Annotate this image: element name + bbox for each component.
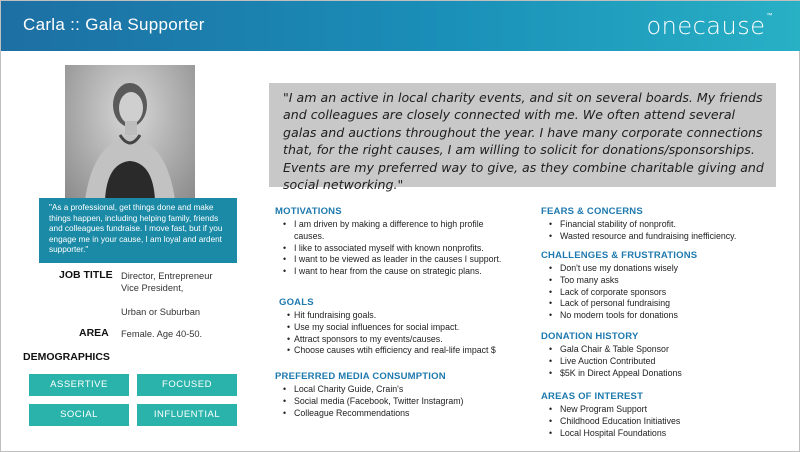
list-item: • No modern tools for donations — [541, 310, 791, 322]
section-donation-history — [541, 331, 791, 379]
list-item: • Local Hospital Foundations — [541, 428, 791, 440]
list-item: • Hit fundraising goals. — [279, 310, 519, 322]
challenges-heading: CHALLENGES & FRUSTRATIONS — [541, 250, 698, 261]
demographics-label: DEMOGRAPHICS — [23, 351, 110, 363]
list-item: • Local Charity Guide, Crain's — [275, 384, 515, 396]
job-title-label: JOB TITLE — [59, 269, 113, 281]
list-item: • Don't use my donations wisely — [541, 263, 791, 275]
donation-heading: DONATION HISTORY — [541, 331, 639, 342]
section-challenges — [541, 250, 791, 322]
job-title-line-1: Director, Entrepreneur — [121, 271, 213, 281]
fears-heading: FEARS & CONCERNS — [541, 206, 643, 217]
section-fears — [541, 206, 791, 243]
job-title-line-2: Vice President, — [121, 283, 184, 293]
list-item: • Lack of corporate sponsors — [541, 287, 791, 299]
list-item: • Live Auction Contributed — [541, 356, 791, 368]
list-item: • Childhood Education Initiatives — [541, 416, 791, 428]
list-item: • I want to hear from the cause on strategic plans. — [275, 266, 515, 278]
tag-influential: INFLUENTIAL — [137, 404, 237, 426]
list-item: • Attract sponsors to my events/causes. — [279, 334, 519, 346]
persona-main-quote: "I am an active in local charity events, and sit on several boards. My friends and colleagues are closely connected with me. We often attend several galas and auctions throughout the year. I have many corporate connections that, for the right causes, I am willing to solicit for donations/sponsorships. Events are my preferred way to give, as they combine charitable giving and social networking." — [269, 83, 776, 187]
list-item: • Gala Chair & Table Sponsor — [541, 344, 791, 356]
header-bar — [1, 1, 800, 51]
persona-photo — [65, 65, 195, 200]
donation-list — [541, 344, 791, 379]
section-media — [275, 371, 515, 419]
goals-heading: GOALS — [279, 297, 314, 308]
interest-heading: AREAS OF INTEREST — [541, 391, 644, 402]
section-areas-of-interest — [541, 391, 791, 439]
section-motivations — [275, 206, 515, 278]
interest-list — [541, 404, 791, 439]
fears-list — [541, 219, 791, 243]
list-item: • Colleague Recommendations — [275, 408, 515, 420]
job-title-line-3: Urban or Suburban — [121, 307, 201, 317]
area-label: AREA — [79, 327, 109, 339]
motivations-heading: MOTIVATIONS — [275, 206, 342, 217]
list-item: • $5K in Direct Appeal Donations — [541, 368, 791, 380]
persona-title: Carla :: Gala Supporter — [23, 15, 205, 34]
list-item: • Too many asks — [541, 275, 791, 287]
persona-quote-box: "As a professional, get things done and make things happen, including helping family, friends and colleagues fundraise. I move fast, but if you engage me in your cause, I am loyal and ardent supporter." — [39, 198, 237, 263]
list-item: • New Program Support — [541, 404, 791, 416]
challenges-list — [541, 263, 791, 322]
area-value: Female. Age 40-50. — [121, 329, 203, 339]
list-item: • I like to associated myself with known nonprofits. — [275, 243, 515, 255]
tag-assertive: ASSERTIVE — [29, 374, 129, 396]
list-item: • Use my social influences for social impact. — [279, 322, 519, 334]
tag-social: SOCIAL — [29, 404, 129, 426]
list-item: • Wasted resource and fundraising inefficiency. — [541, 231, 791, 243]
list-item: • Choose causes wtih efficiency and real-life impact $ — [279, 345, 519, 357]
list-item: • Social media (Facebook, Twitter Instagram) — [275, 396, 515, 408]
onecause-logo: onecause™ — [646, 12, 773, 40]
goals-list — [279, 310, 519, 357]
section-goals — [279, 297, 519, 357]
list-item: • Lack of personal fundraising — [541, 298, 791, 310]
list-item: • I want to be viewed as leader in the causes I support. — [275, 254, 515, 266]
media-heading: PREFERRED MEDIA CONSUMPTION — [275, 371, 446, 382]
list-item: • Financial stability of nonprofit. — [541, 219, 791, 231]
list-item: • I am driven by making a difference to high profile causes. — [275, 219, 515, 243]
motivations-list — [275, 219, 515, 278]
tag-focused: FOCUSED — [137, 374, 237, 396]
media-list — [275, 384, 515, 419]
